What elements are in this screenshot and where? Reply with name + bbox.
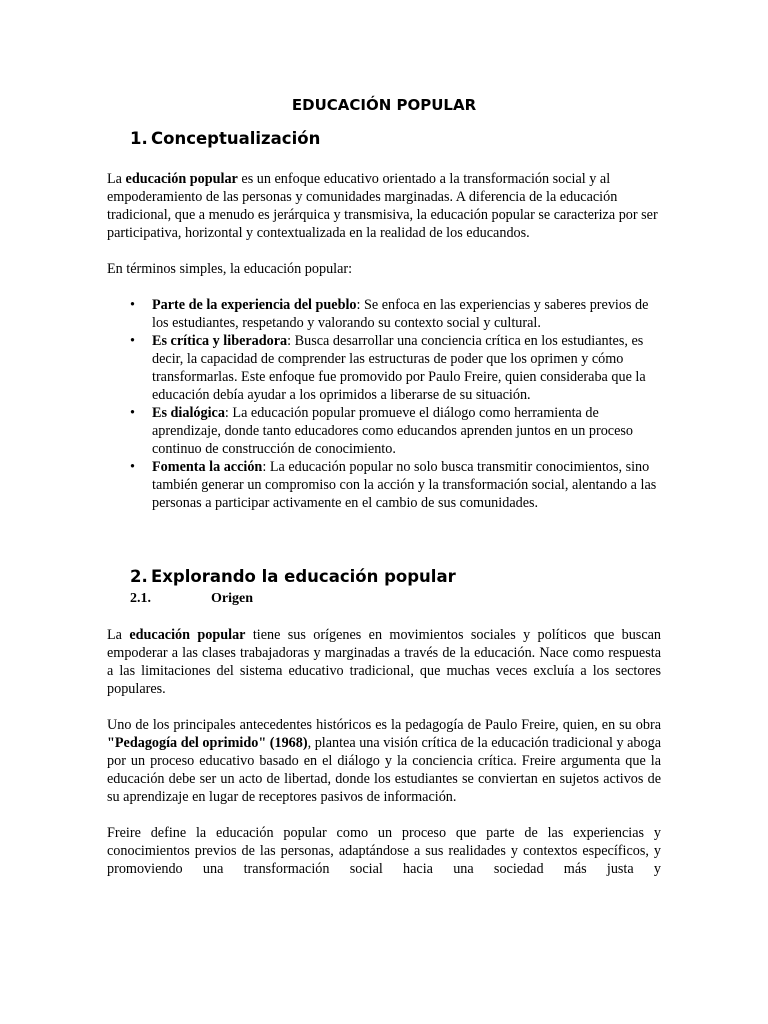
bullet-icon: •	[130, 333, 135, 349]
subsection-number: 2.1.	[130, 591, 151, 606]
bullet-icon: •	[130, 459, 135, 475]
subsection-title: Origen	[211, 591, 253, 606]
section-2-heading	[130, 566, 661, 588]
document-page	[107, 96, 661, 896]
section-2-number: 2.	[130, 567, 148, 586]
section-1-paragraph-1: La educación popular es un enfoque educativo orientado a la transformación social y al empoderamiento de las personas y comunidades marginadas. A diferencia de la educación tradicional, que a menudo es jerárquica y transmisiva, la educación popular se caracteriza por ser participativa, horizontal y contextualizada en la realidad de los educandos.	[107, 171, 658, 241]
list-item: • Parte de la experiencia del pueblo: Se enfoca en las experiencias y saberes previos de los estudiantes, respetando y valorando su contexto social y cultural.	[130, 297, 649, 331]
characteristics-list	[107, 296, 661, 512]
section-2-title: Explorando la educación popular	[151, 567, 456, 586]
section-2-paragraph-2: Uno de los principales antecedentes históricos es la pedagogía de Paulo Freire, quien, en su obra "Pedagogía del oprimido" (1968), plantea una visión crítica de la educación tradicional y aboga por un proceso educativo basado en el diálogo y la conciencia crítica. Freire argumenta que la educación debe ser un acto de libertad, donde los estudiantes se conviertan en sujetos activos de su aprendizaje en lugar de receptores pasivos de información.	[107, 717, 661, 805]
section-1-heading	[130, 128, 661, 150]
list-item: • Fomenta la acción: La educación popular no solo busca transmitir conocimientos, sino también generar un compromiso con la acción y la transformación social, alentando a las personas a participar activamente en el cambio de sus comunidades.	[130, 459, 657, 511]
section-1-title: Conceptualización	[151, 129, 321, 148]
bullet-icon: •	[130, 297, 135, 313]
subsection-2-1-heading	[130, 590, 661, 608]
spacer	[107, 512, 661, 566]
section-1-number: 1.	[130, 129, 148, 148]
list-item: • Es dialógica: La educación popular promueve el diálogo como herramienta de aprendizaje, donde tanto educadores como educandos aprenden juntos en un proceso continuo de construcción de conocimiento.	[130, 405, 634, 457]
bold-term: educación popular	[125, 171, 238, 187]
bold-term: educación popular	[129, 627, 246, 643]
document-title: EDUCACIÓN POPULAR	[291, 96, 477, 114]
section-2-paragraph-1: La educación popular tiene sus orígenes en movimientos sociales y políticos que buscan empoderar a las clases trabajadoras y marginadas a través de la educación. Nace como respuesta a las limitaciones del sistema educativo tradicional, que muchas veces excluía a los sectores populares.	[107, 627, 662, 697]
list-item: • Es crítica y liberadora: Busca desarrollar una conciencia crítica en los estudiantes, es decir, la capacidad de comprender las estructuras de poder que los oprimen y cómo transformarlas. Este enfoque fue promovido por Paulo Freire, quien consideraba que la educación debía ayudar a los oprimidos a liberarse de su situación.	[130, 333, 646, 403]
section-2-paragraph-3: Freire define la educación popular como un proceso que parte de las experiencias y conocimientos previos de las personas, adaptándose a sus realidades y contextos específicos, y promoviendo una transformación social hacia una sociedad más justa y	[107, 825, 661, 877]
section-1-paragraph-2: En términos simples, la educación popular:	[107, 261, 353, 277]
bold-work-title: "Pedagogía del oprimido" (1968)	[107, 735, 308, 751]
bullet-icon: •	[130, 405, 135, 421]
